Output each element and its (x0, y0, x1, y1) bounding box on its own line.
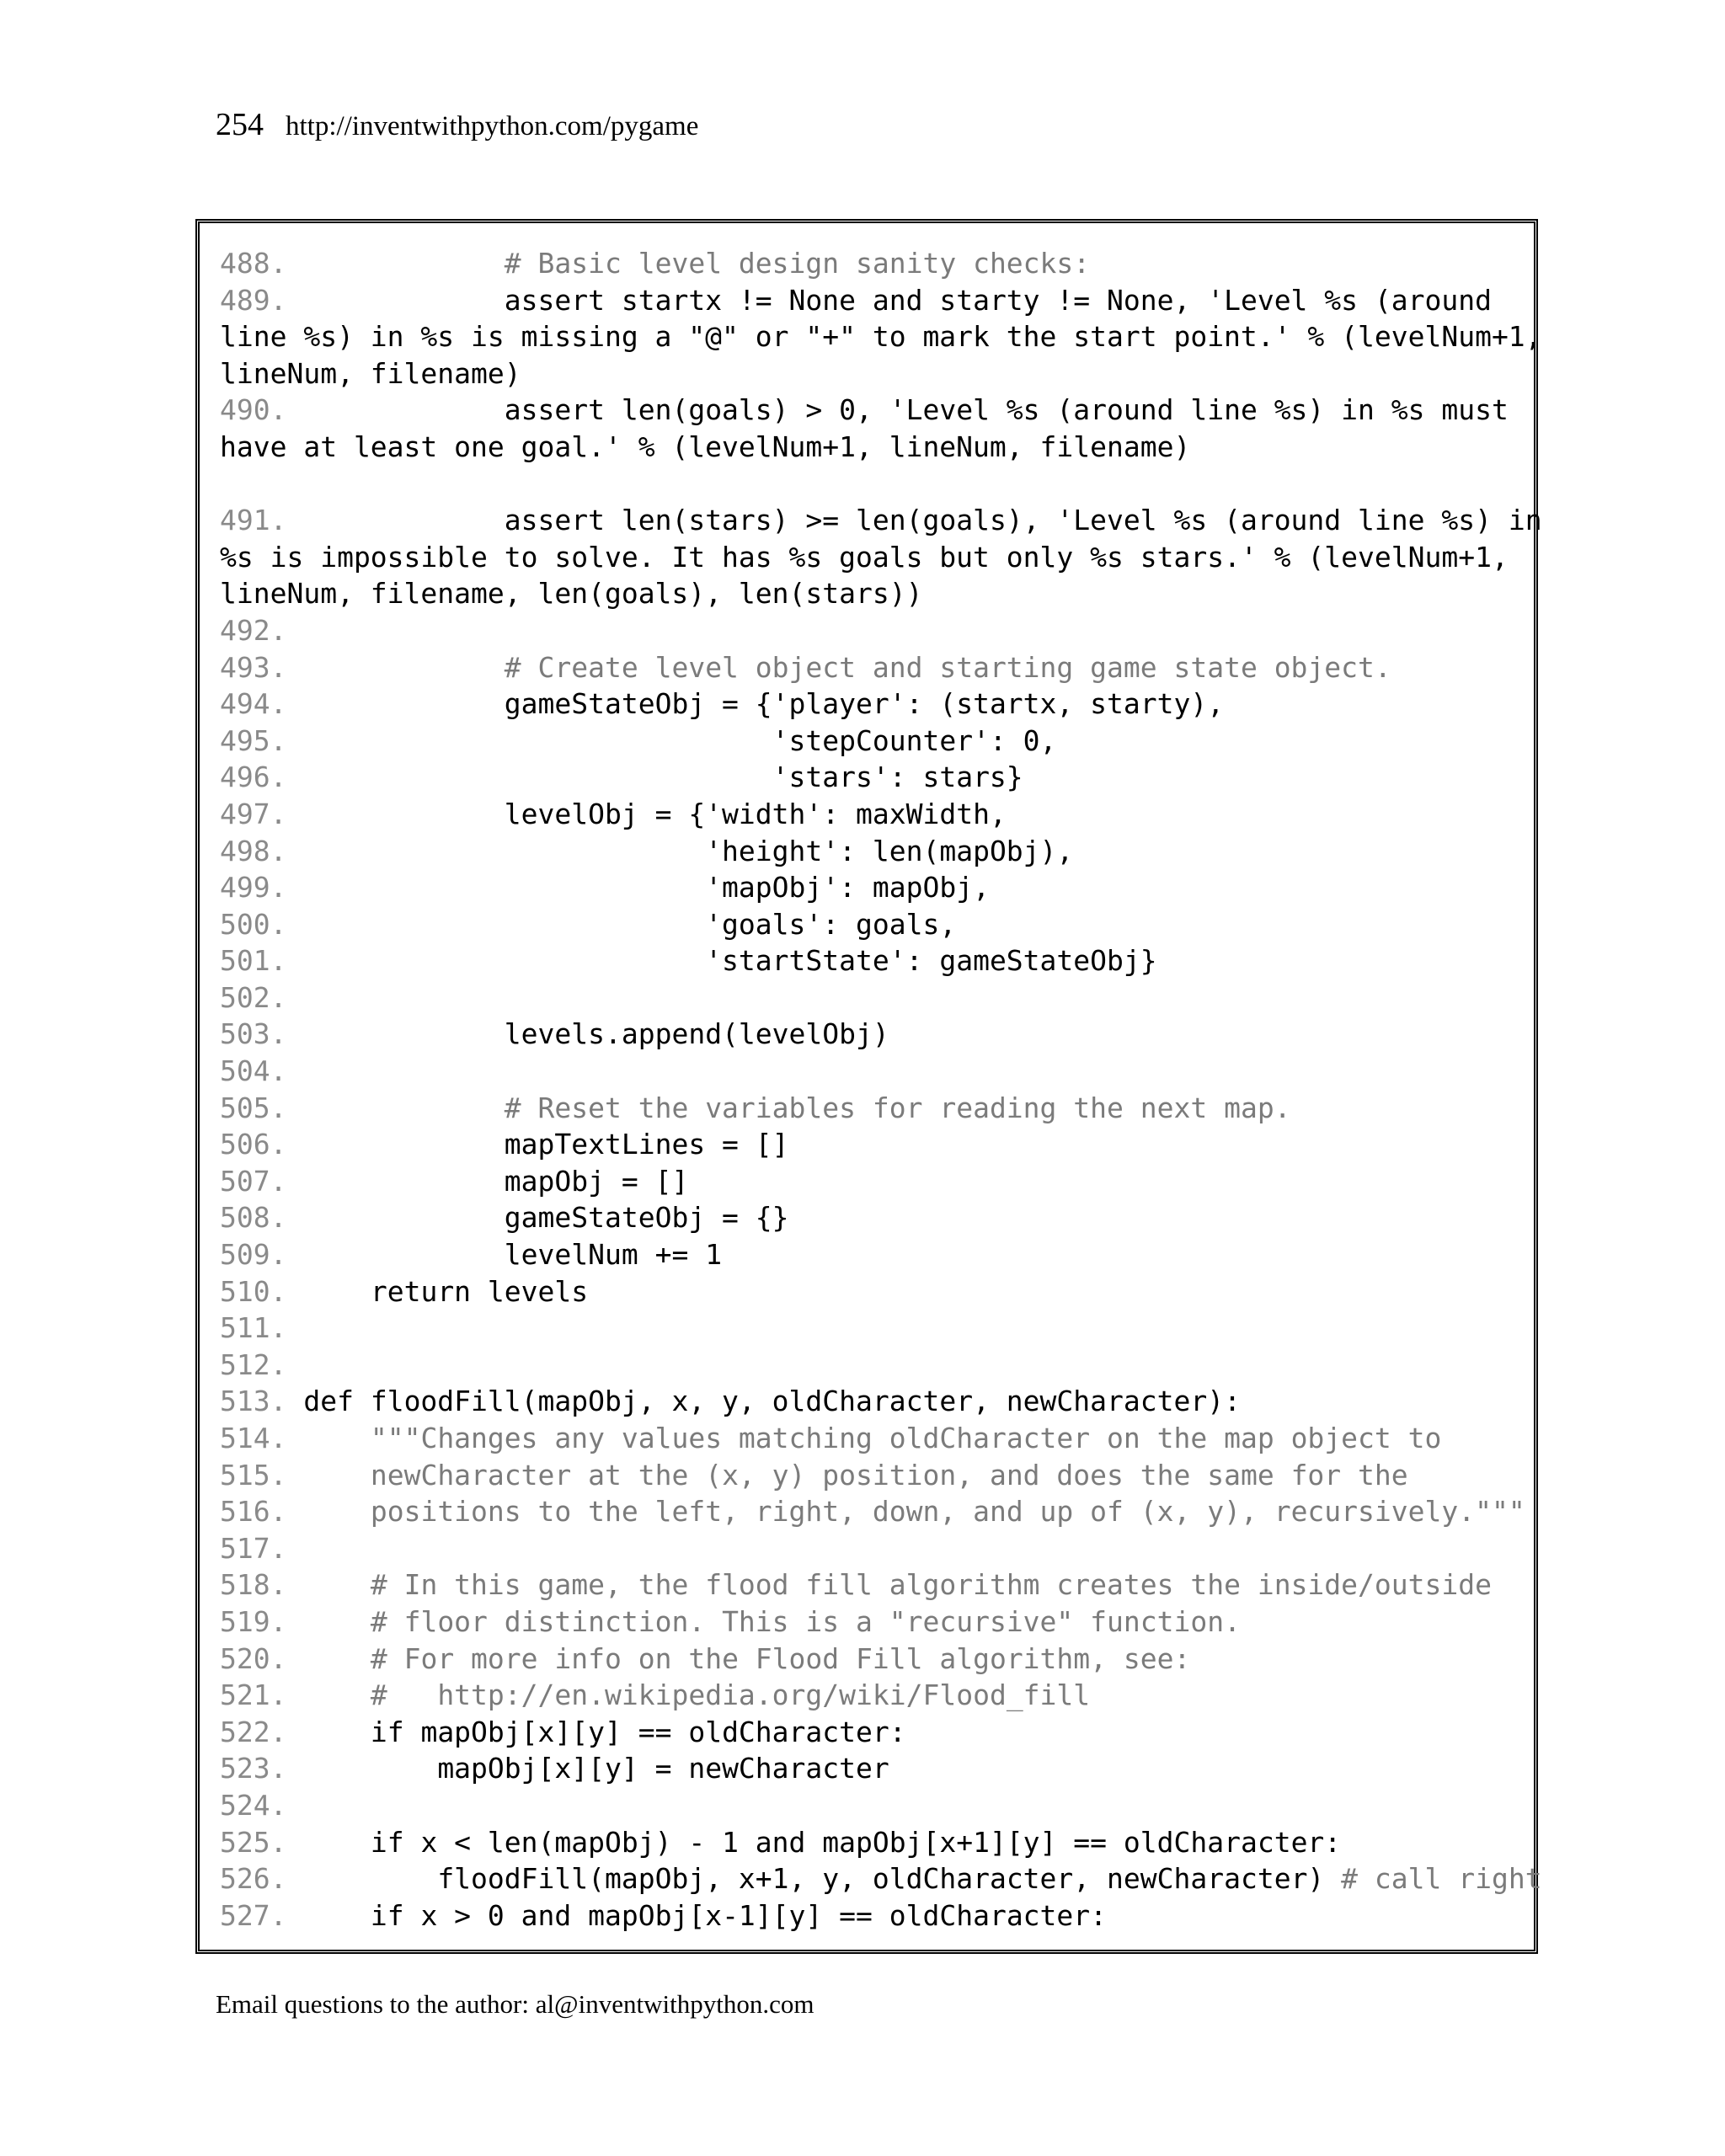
code-line (220, 833, 1517, 870)
code-listing-box (195, 219, 1542, 1954)
code-line (220, 1714, 1517, 1751)
code-line (220, 1750, 1517, 1787)
code-text: floodFill(mapObj, x+1, y, oldCharacter, newCharacter) (437, 1862, 1342, 1896)
code-text: return levels (370, 1274, 589, 1308)
line-number: 523. (220, 1752, 287, 1785)
code-comment: # Reset the variables for reading the next map. (504, 1091, 1291, 1124)
indent (303, 1899, 370, 1932)
code-text: %s is impossible to solve. It has %s goals but only %s stars.' % (levelNum+1, (220, 540, 1509, 574)
code-line (220, 1787, 1517, 1824)
line-number: 488. (220, 247, 287, 280)
code-line (220, 1273, 1517, 1310)
code-comment: # call right (1341, 1862, 1542, 1896)
indent (303, 798, 504, 830)
code-line (220, 1016, 1517, 1053)
code-line (220, 1383, 1517, 1420)
code-comment: # In this game, the flood fill algorithm creates the inside/outside (370, 1568, 1492, 1602)
code-comment: # For more info on the Flood Fill algorithm, see: (370, 1641, 1191, 1675)
code-text: levelNum += 1 (504, 1238, 723, 1272)
code-line (220, 1641, 1517, 1678)
code-line (220, 1310, 1517, 1347)
code-line (220, 1163, 1517, 1200)
code-text: def floodFill(mapObj, x, y, oldCharacter, newCharacter): (303, 1385, 1241, 1418)
line-number: 504. (220, 1054, 287, 1088)
line-number: 497. (220, 797, 287, 830)
code-line (220, 502, 1542, 539)
indent (303, 1128, 504, 1161)
line-number: 516. (220, 1495, 287, 1529)
indent (303, 871, 705, 904)
indent (303, 1459, 370, 1492)
line-number: 501. (220, 944, 287, 978)
line-number: 495. (220, 723, 287, 757)
code-text: mapTextLines = [] (504, 1128, 789, 1161)
code-line (220, 539, 1517, 576)
code-line (220, 796, 1517, 833)
code-text: gameStateObj = {} (504, 1201, 789, 1235)
indent (303, 1495, 370, 1528)
code-line (220, 1126, 1517, 1163)
code-text: have at least one goal.' % (levelNum+1, lineNum, filename) (220, 430, 1191, 463)
line-number: 522. (220, 1715, 287, 1748)
line-number: 511. (220, 1311, 287, 1345)
line-number: 490. (220, 393, 287, 427)
code-text: 'stars': stars} (772, 760, 1023, 794)
line-number: 525. (220, 1825, 287, 1859)
line-number: 521. (220, 1678, 287, 1712)
code-text: 'mapObj': mapObj, (705, 871, 990, 905)
line-number: 499. (220, 871, 287, 905)
indent (303, 1862, 437, 1895)
code-line (220, 1053, 1517, 1090)
code-line (220, 466, 1517, 503)
line-number: 517. (220, 1531, 287, 1565)
code-line (220, 1604, 1517, 1641)
line-number: 519. (220, 1604, 287, 1638)
line-number: 493. (220, 650, 287, 684)
indent (303, 504, 504, 536)
indent (303, 1678, 370, 1711)
indent (303, 1568, 370, 1601)
code-line (220, 759, 1517, 796)
line-number: 494. (220, 687, 287, 721)
indent (303, 724, 772, 757)
line-number: 507. (220, 1164, 287, 1198)
code-line (220, 979, 1517, 1017)
code-line (220, 942, 1517, 979)
code-line (220, 392, 1517, 429)
indent (303, 1605, 370, 1638)
code-line (220, 612, 1517, 649)
line-number: 524. (220, 1788, 287, 1822)
indent (303, 651, 504, 684)
code-comment: newCharacter at the (x, y) position, and does the same for the (370, 1458, 1408, 1492)
code-line (220, 429, 1517, 466)
line-number: 527. (220, 1898, 287, 1932)
code-line (220, 1236, 1517, 1273)
line-number: 489. (220, 283, 287, 317)
code-text: levelObj = {'width': maxWidth, (504, 797, 1007, 830)
code-comment: positions to the left, right, down, and up of (x, y), recursively.""" (370, 1495, 1525, 1529)
line-number: 500. (220, 907, 287, 941)
code-line (220, 1860, 1542, 1897)
indent (303, 687, 504, 720)
line-number: 518. (220, 1568, 287, 1602)
code-text: if x > 0 and mapObj[x-1][y] == oldCharacter: (370, 1898, 1108, 1932)
code-line (220, 1090, 1517, 1127)
code-text: assert len(goals) > 0, 'Level %s (around line %s) in %s must (504, 393, 1509, 427)
code-line (220, 575, 1517, 612)
code-line (220, 355, 1517, 392)
indent (303, 284, 504, 317)
indent (303, 1422, 370, 1454)
code-line (220, 686, 1517, 723)
code-line (220, 1457, 1517, 1494)
code-line (220, 1420, 1517, 1457)
line-number: 514. (220, 1422, 287, 1454)
code-text: line %s) in %s is missing a "@" or "+" to mark the start point.' % (levelNum+1, (220, 320, 1542, 354)
indent (303, 1201, 504, 1234)
line-number: 508. (220, 1201, 287, 1235)
code-line (220, 906, 1517, 943)
code-text: if mapObj[x][y] == oldCharacter: (370, 1715, 906, 1748)
line-number: 505. (220, 1091, 287, 1124)
line-number: 510. (220, 1274, 287, 1308)
code-text: lineNum, filename) (220, 356, 521, 390)
code-line (220, 869, 1517, 906)
code-comment: # http://en.wikipedia.org/wiki/Flood_fill (370, 1678, 1091, 1712)
code-line (220, 1199, 1517, 1236)
line-number: 502. (220, 980, 287, 1014)
code-text: mapObj = [] (504, 1164, 689, 1198)
indent (303, 393, 504, 426)
code-text: if x < len(mapObj) - 1 and mapObj[x+1][y] == oldCharacter: (370, 1825, 1342, 1859)
code-text: levels.append(levelObj) (504, 1017, 889, 1051)
code-line (220, 282, 1517, 319)
indent (303, 1091, 504, 1124)
code-comment: """Changes any values matching oldCharacter on the map object to (370, 1422, 1442, 1454)
indent (303, 1716, 370, 1748)
indent (303, 1017, 504, 1050)
code-comment: # floor distinction. This is a "recursive" function. (370, 1604, 1241, 1638)
line-number: 498. (220, 834, 287, 867)
indent (303, 1642, 370, 1675)
code-line (220, 1677, 1517, 1714)
code-text: 'goals': goals, (705, 907, 957, 941)
line-number: 513. (220, 1385, 287, 1418)
code-text: gameStateObj = {'player': (startx, starty), (504, 687, 1225, 721)
code-line (220, 1897, 1517, 1935)
indent (303, 760, 772, 793)
line-number: 496. (220, 760, 287, 794)
indent (303, 908, 705, 941)
indent (303, 247, 504, 280)
line-number: 506. (220, 1128, 287, 1161)
code-line (220, 318, 1542, 355)
code-line (220, 1824, 1517, 1861)
code-line (220, 1530, 1517, 1567)
code-line (220, 649, 1517, 686)
line-number: 509. (220, 1238, 287, 1272)
line-number: 491. (220, 504, 287, 537)
page-number: 254 (216, 107, 264, 142)
code-text: mapObj[x][y] = newCharacter (437, 1752, 889, 1785)
page-header (216, 106, 698, 143)
page-footer: Email questions to the author: al@inventwithpython.com (216, 1989, 814, 2019)
code-text: 'height': len(mapObj), (705, 834, 1074, 867)
code-text: assert len(stars) >= len(goals), 'Level %s (around line %s) in (504, 504, 1542, 537)
code-text: lineNum, filename, len(goals), len(stars)) (220, 577, 923, 611)
line-number: 526. (220, 1862, 287, 1896)
code-comment: # Create level object and starting game state object. (504, 650, 1391, 684)
line-number: 492. (220, 613, 287, 647)
code-text: assert startx != None and starty != None, 'Level %s (around (504, 283, 1492, 317)
code-listing (220, 245, 1542, 1934)
code-line (220, 245, 1517, 282)
indent (303, 1752, 437, 1785)
indent (303, 1275, 370, 1308)
header-url: http://inventwithpython.com/pygame (286, 111, 699, 141)
line-number: 515. (220, 1458, 287, 1492)
code-line (220, 1493, 1525, 1530)
indent (303, 1238, 504, 1271)
code-comment: # Basic level design sanity checks: (504, 247, 1091, 280)
indent (303, 835, 705, 867)
code-line (220, 1347, 1517, 1384)
line-number: 520. (220, 1641, 287, 1675)
indent (303, 1826, 370, 1859)
indent (303, 1165, 504, 1198)
code-line (220, 1566, 1517, 1604)
code-text: 'startState': gameStateObj} (705, 944, 1157, 978)
line-number: 512. (220, 1348, 287, 1381)
line-number: 503. (220, 1017, 287, 1051)
indent (303, 944, 705, 977)
code-text: 'stepCounter': 0, (772, 723, 1057, 757)
code-line (220, 723, 1517, 760)
